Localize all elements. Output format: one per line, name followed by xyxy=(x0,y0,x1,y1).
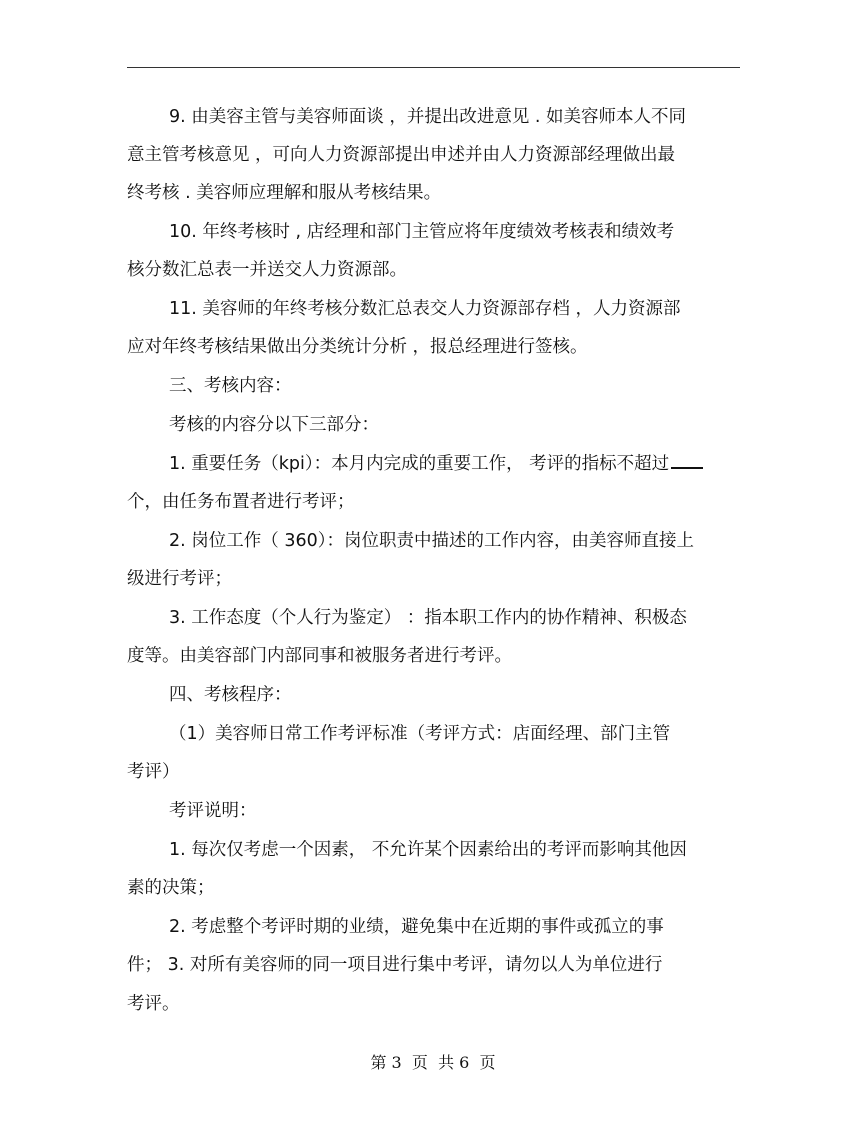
text-line-13: 级进行考评； xyxy=(127,569,232,589)
text-line-14: 3. 工作态度（个人行为鉴定） ：指本职工作内的协作精神、积极态 xyxy=(169,608,687,628)
text-line-10-content: 1. 重要任务（kpi）：本月内完成的重要工作， 考评的指标不超过 xyxy=(169,454,670,474)
text-line-9: 考核的内容分以下三部分： xyxy=(169,415,379,435)
text-line-6: 11. 美容师的年终考核分数汇总表交人力资源部存档 ，人力资源部 xyxy=(169,299,681,319)
text-line-10 xyxy=(169,451,703,476)
text-line-11: 个，由任务布置者进行考评； xyxy=(127,492,355,512)
text-line-2: 意主管考核意见 ，可向人力资源部提出申述并由人力资源部经理做出最 xyxy=(127,145,676,165)
text-line-5: 核分数汇总表一并送交人力资源部。 xyxy=(127,260,407,280)
text-line-1: 9. 由美容主管与美容师面谈 ，并提出改进意见 . 如美容师本人不同 xyxy=(169,107,687,127)
page-footer: 第 3 页 共 6 页 xyxy=(370,1053,496,1072)
text-line-17: （1）美容师日常工作考评标准（考评方式：店面经理、部门主管 xyxy=(169,724,671,744)
text-line-24: 考评。 xyxy=(127,994,180,1014)
text-line-4: 10. 年终考核时 , 店经理和部门主管应将年度绩效考核表和绩效考 xyxy=(169,222,675,242)
text-line-15: 度等。由美容部门内部同事和被服务者进行考评。 xyxy=(127,646,512,666)
text-line-21: 素的决策； xyxy=(127,878,215,898)
text-line-22: 2. 考虑整个考评时期的业绩，避免集中在近期的事件或孤立的事 xyxy=(169,917,664,937)
text-line-7: 应对年终考核结果做出分类统计分析 ，报总经理进行签核。 xyxy=(127,337,588,357)
text-line-3: 终考核 . 美容师应理解和服从考核结果。 xyxy=(127,183,442,203)
fill-in-blank xyxy=(671,451,703,469)
section-heading-3: 三、考核内容： xyxy=(169,376,292,396)
text-line-19: 考评说明： xyxy=(169,801,257,821)
text-line-23: 件； 3. 对所有美容师的同一项目进行集中考评，请勿以人为单位进行 xyxy=(127,955,663,975)
header-rule xyxy=(127,67,740,68)
text-line-20: 1. 每次仅考虑一个因素， 不允许某个因素给出的考评而影响其他因 xyxy=(169,840,687,860)
text-line-12: 2. 岗位工作（ 360）：岗位职责中描述的工作内容，由美容师直接上 xyxy=(169,531,694,551)
section-heading-4: 四、考核程序： xyxy=(169,685,292,705)
text-line-18: 考评） xyxy=(127,762,180,782)
